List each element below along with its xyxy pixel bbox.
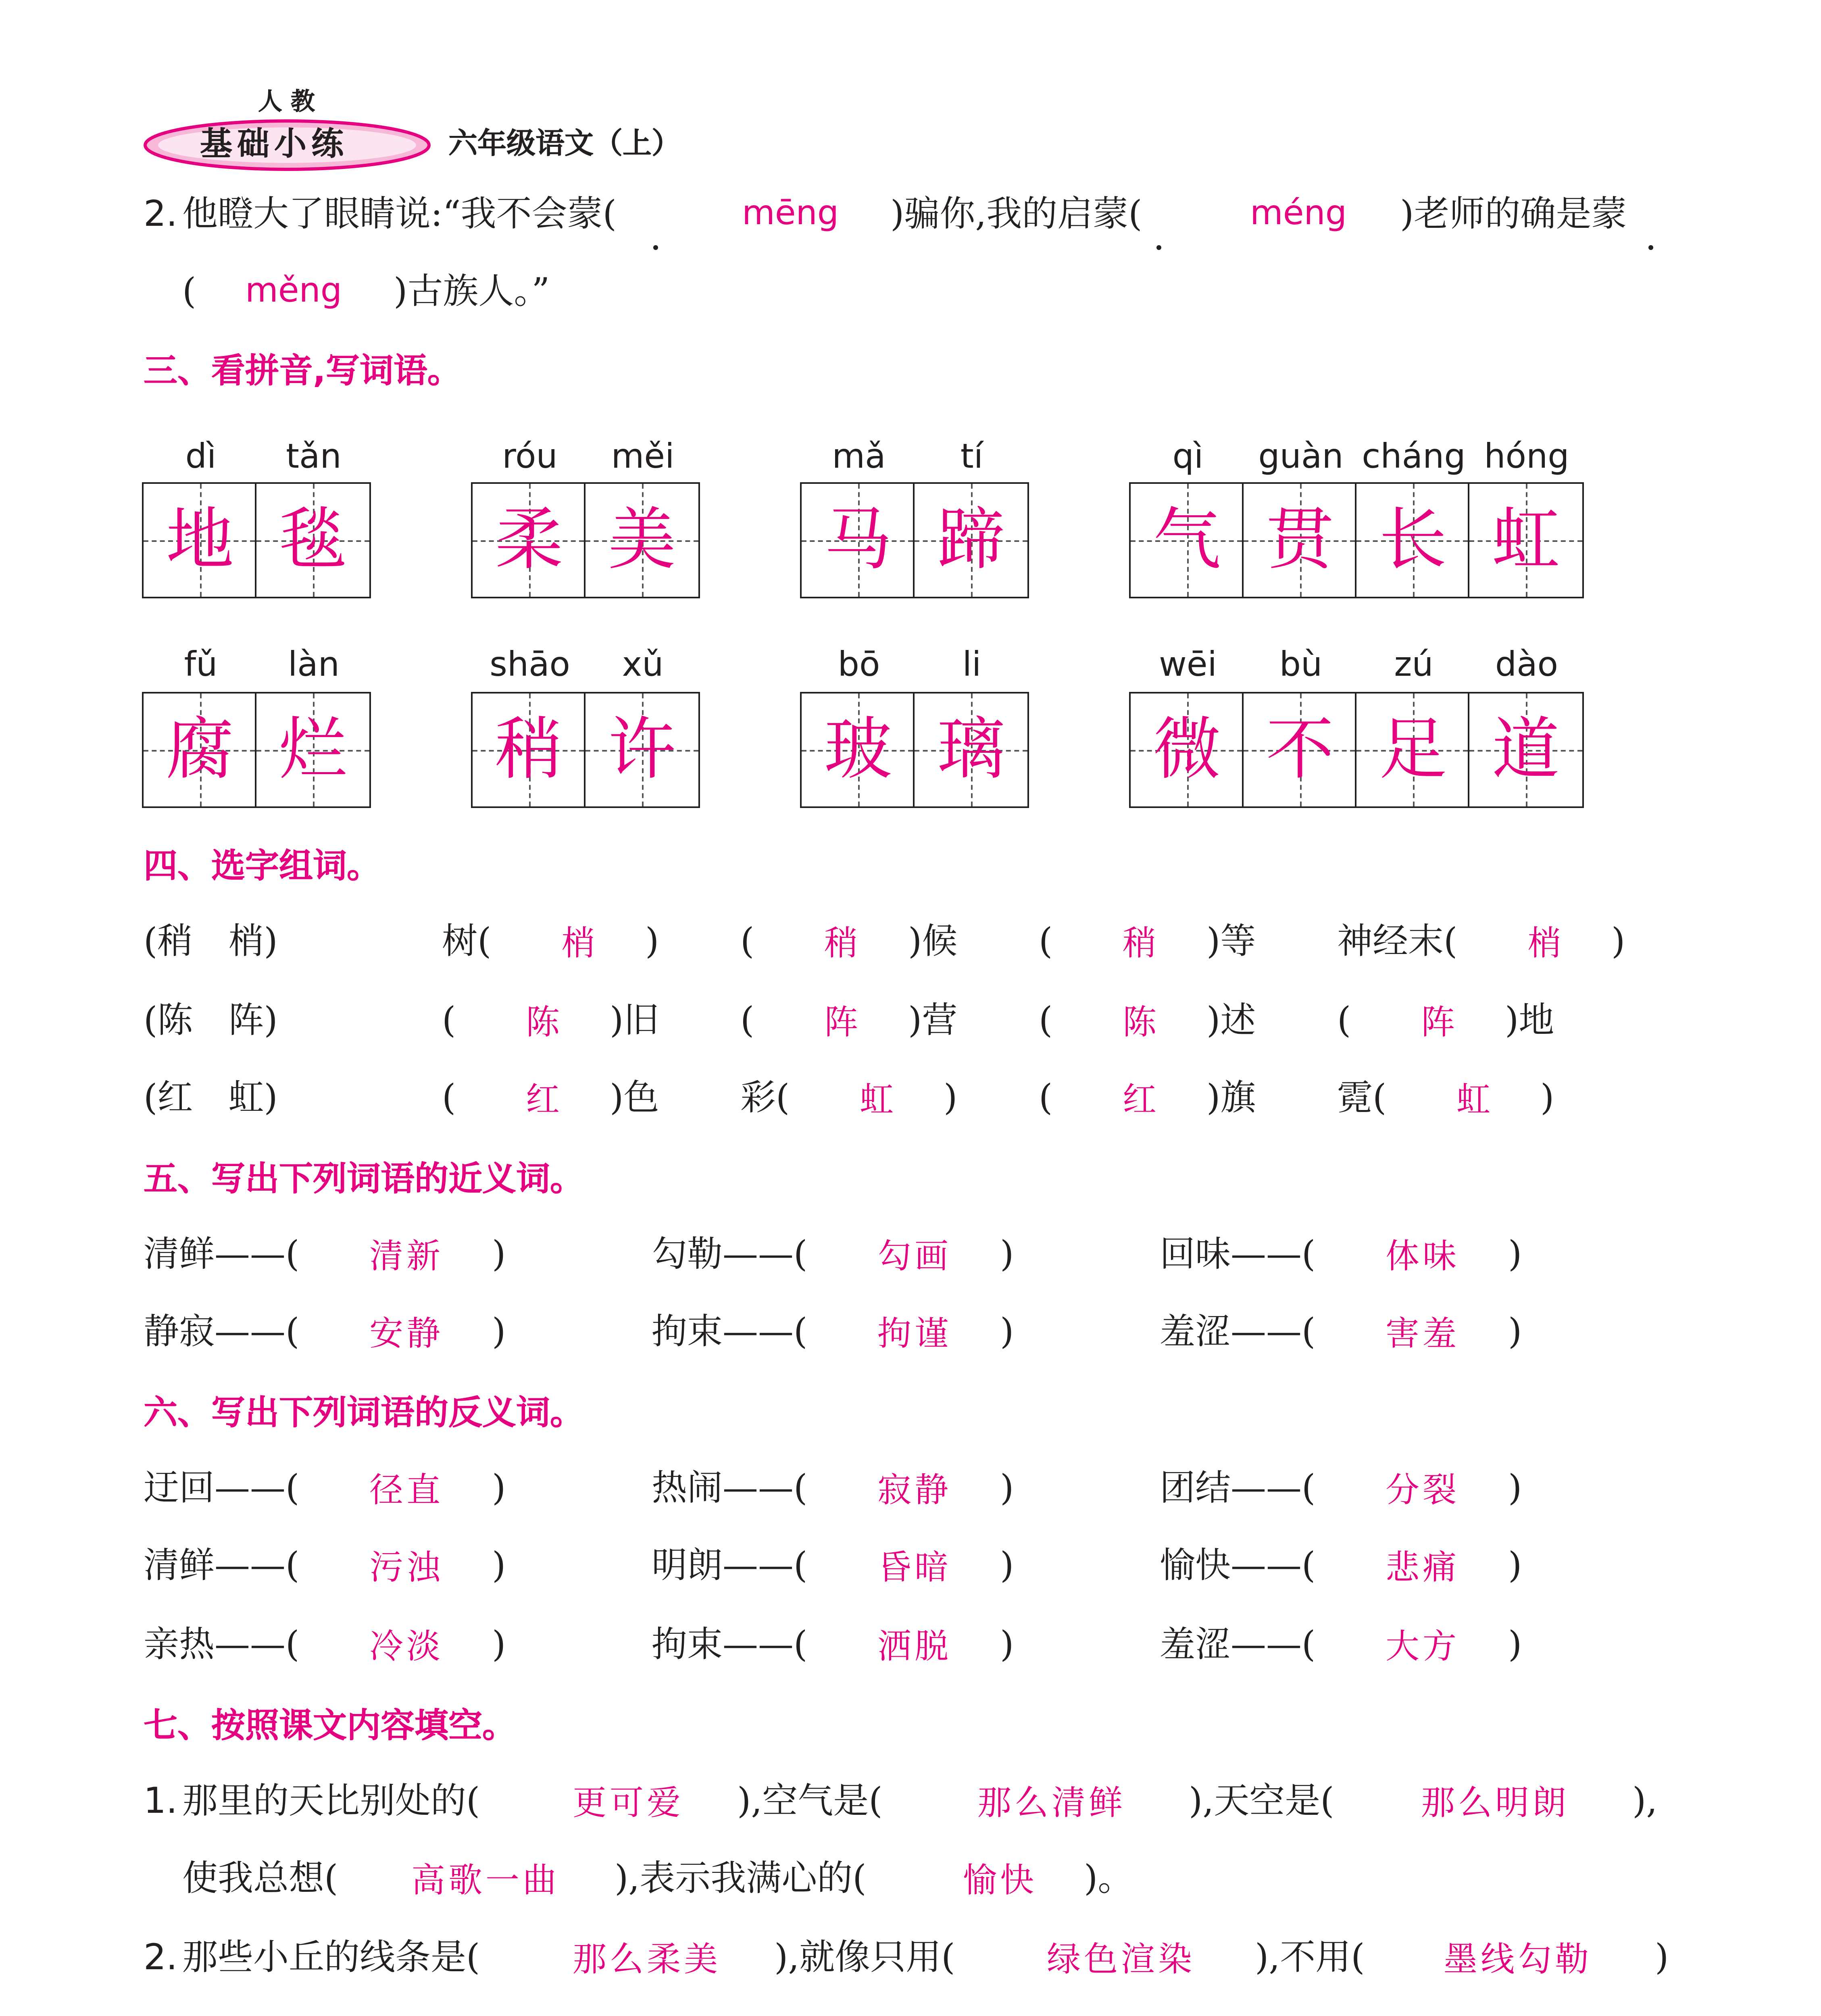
closing-paren: ) [1508, 1626, 1522, 1666]
pinyin-label: zú [1394, 645, 1433, 684]
word-prompt: 亲热——( [144, 1626, 300, 1666]
writing-cell [1131, 694, 1244, 806]
writing-cell [585, 484, 698, 597]
character-grid [142, 692, 371, 808]
answer: 稍 [824, 924, 861, 963]
section-heading: 五、写出下列词语的近义词。 [144, 1160, 584, 1198]
question-text: )骗你,我的启蒙( [890, 195, 1142, 235]
character-grid [471, 482, 700, 598]
question-text [182, 2014, 491, 2016]
answer: 虹 [1456, 1081, 1494, 1119]
answer: 大方 [1386, 1627, 1460, 1666]
item-prefix: 彩( [740, 1079, 790, 1119]
character-grid [1129, 482, 1584, 598]
item-suffix: )旧 [610, 1002, 659, 1042]
pinyin-label: bō [838, 645, 880, 684]
question-text: )。 [1084, 1860, 1133, 1900]
answer-character: 玻 [824, 710, 892, 789]
writing-cell [256, 484, 369, 597]
question-text: ), [1632, 1782, 1658, 1822]
question-text: ),不用( [1255, 1939, 1365, 1979]
question-text: 那些小丘的线条是( [182, 1939, 480, 1979]
writing-cell [473, 694, 585, 806]
character-pair: (稍 梢) [144, 923, 278, 963]
answer: 梢 [561, 924, 598, 963]
answer-character: 许 [608, 710, 676, 789]
answer-character: 美 [608, 500, 676, 579]
answer: 体味 [1386, 1237, 1460, 1276]
answer: 那么柔美 [573, 1940, 721, 1979]
word-prompt: 热闹——( [652, 1469, 808, 1510]
word-prompt: 清鲜——( [144, 1547, 300, 1587]
answer: 阵 [824, 1003, 861, 1042]
pinyin-label: qì [1172, 437, 1204, 476]
item-prefix: ( [1337, 1002, 1351, 1042]
answer: 昏暗 [877, 1548, 952, 1587]
section-heading: 三、看拼音,写词语。 [144, 352, 461, 390]
answer: 陈 [526, 1003, 563, 1042]
section-heading: 四、选字组词。 [144, 847, 381, 885]
question-number: 2. [144, 1939, 177, 1979]
series-label: 人 教 [258, 87, 315, 116]
closing-paren: ) [1000, 1626, 1014, 1666]
answer-character: 长 [1379, 500, 1447, 579]
writing-cell [1244, 484, 1356, 597]
answer: 安静 [369, 1314, 444, 1353]
emphasis-dot [1156, 245, 1161, 250]
pinyin-label: měi [611, 437, 675, 476]
pinyin-label: li [962, 645, 981, 684]
pinyin-label: hóng [1484, 437, 1569, 476]
closing-paren: ) [492, 1235, 506, 1276]
answer: měng [245, 271, 342, 310]
writing-cell [915, 694, 1027, 806]
question-number: 2. [144, 195, 177, 235]
word-prompt: 拘束——( [652, 1626, 808, 1666]
answer-character: 虹 [1492, 500, 1560, 579]
item-suffix: )色 [610, 1079, 659, 1119]
question-text: ),表示我满心的( [615, 1860, 867, 1900]
answer-character: 腐 [166, 710, 234, 789]
answer: 陈 [1123, 1003, 1160, 1042]
brand-title: 基础小练 [200, 124, 348, 163]
answer: 分裂 [1386, 1471, 1460, 1510]
closing-paren: ) [1508, 1313, 1522, 1353]
character-grid [471, 692, 700, 808]
closing-paren: ) [1000, 1235, 1014, 1276]
answer-character: 道 [1492, 710, 1560, 789]
answer: 稍 [1123, 924, 1160, 963]
item-suffix: )营 [908, 1002, 958, 1042]
item-suffix: ) [1540, 1079, 1554, 1119]
pinyin-label: bù [1279, 645, 1323, 684]
word-prompt: 静寂——( [144, 1313, 300, 1353]
item-prefix: ( [1039, 923, 1053, 963]
item-suffix: )地 [1505, 1002, 1554, 1042]
answer-character: 马 [824, 500, 892, 579]
pinyin-label: shāo [490, 645, 570, 684]
question-text: ),天空是( [1189, 1782, 1334, 1822]
answer: 绿色渲染 [1047, 1940, 1195, 1979]
item-suffix: ) [1611, 923, 1625, 963]
word-prompt: 团结——( [1160, 1469, 1316, 1510]
pinyin-label: tǎn [286, 437, 342, 476]
answer: 寂静 [877, 1471, 952, 1510]
word-prompt: 勾勒——( [652, 1235, 808, 1276]
answer-character: 璃 [937, 710, 1005, 789]
item-suffix: )述 [1206, 1002, 1256, 1042]
item-suffix: ) [645, 923, 659, 963]
pinyin-label: tí [960, 437, 983, 476]
question-text: ) [1655, 1939, 1669, 1979]
word-prompt: 回味——( [1160, 1235, 1316, 1276]
word-prompt: 愉快——( [1160, 1547, 1316, 1587]
item-suffix: ) [944, 1079, 958, 1119]
answer: 污浊 [369, 1548, 444, 1587]
answer: 洒脱 [877, 1627, 952, 1666]
answer [982, 2014, 1131, 2016]
question-text: 那里的天比别处的( [182, 1782, 480, 1822]
pinyin-label: wēi [1159, 645, 1217, 684]
character-grid [800, 692, 1029, 808]
closing-paren: ) [492, 1313, 506, 1353]
closing-paren: ) [1000, 1469, 1014, 1510]
writing-cell [1356, 694, 1469, 806]
answer: 冷淡 [369, 1627, 444, 1666]
answer: 害羞 [1386, 1314, 1460, 1353]
question-number: 1. [144, 1782, 177, 1822]
closing-paren: ) [1508, 1469, 1522, 1510]
answer: 梢 [1527, 924, 1565, 963]
writing-cell [256, 694, 369, 806]
item-prefix: 树( [442, 923, 492, 963]
emphasis-dot [1648, 245, 1653, 250]
pinyin-label: làn [288, 645, 340, 684]
question-text: ),空气是( [737, 1782, 883, 1822]
question-text: )古族人。” [394, 273, 550, 313]
answer: 勾画 [877, 1237, 952, 1276]
word-prompt: 迂回——( [144, 1469, 300, 1510]
answer-character: 贯 [1266, 500, 1334, 579]
item-prefix: 霓( [1337, 1079, 1387, 1119]
writing-cell [585, 694, 698, 806]
question-text [794, 2014, 904, 2016]
item-prefix: 神经末( [1337, 923, 1458, 963]
character-grid [142, 482, 371, 598]
pinyin-label: mǎ [832, 437, 886, 476]
word-prompt: 清鲜——( [144, 1235, 300, 1276]
word-prompt: 羞涩——( [1160, 1626, 1316, 1666]
answer: 拘谨 [877, 1314, 952, 1353]
answer-character: 稍 [495, 710, 563, 789]
question-text: 使我总想( [182, 1860, 338, 1900]
emphasis-dot [653, 245, 658, 250]
writing-cell [1469, 694, 1582, 806]
answer-character: 微 [1153, 710, 1221, 789]
closing-paren: ) [492, 1547, 506, 1587]
writing-cell [144, 484, 256, 597]
closing-paren: ) [492, 1626, 506, 1666]
character-grid [1129, 692, 1584, 808]
pinyin-label: dào [1495, 645, 1558, 684]
character-pair: (红 虹) [144, 1079, 278, 1119]
item-prefix: ( [442, 1002, 456, 1042]
answer-character: 地 [166, 500, 234, 579]
answer: 清新 [369, 1237, 444, 1276]
pinyin-label: xǔ [622, 645, 664, 684]
closing-paren: ) [492, 1469, 506, 1510]
answer-character: 柔 [495, 500, 563, 579]
closing-paren: ) [1508, 1547, 1522, 1587]
section-heading: 七、按照课文内容填空。 [144, 1706, 516, 1745]
writing-cell [144, 694, 256, 806]
writing-cell [1356, 484, 1469, 597]
closing-paren: ) [1000, 1547, 1014, 1587]
book-title: 六年级语文（上） [448, 127, 681, 161]
question-text: )老师的确是蒙 [1400, 195, 1627, 235]
answer: méng [1250, 194, 1347, 232]
writing-cell [1131, 484, 1244, 597]
answer: 红 [526, 1081, 563, 1119]
writing-cell [802, 694, 915, 806]
item-prefix: ( [740, 923, 754, 963]
answer-character: 烂 [279, 710, 347, 789]
pinyin-label: cháng [1362, 437, 1466, 476]
answer-character: 毯 [279, 500, 347, 579]
word-prompt: 明朗——( [652, 1547, 808, 1587]
answer: 墨线勾勒 [1444, 1940, 1592, 1979]
word-prompt: 羞涩——( [1160, 1313, 1316, 1353]
answer: 悲痛 [1386, 1548, 1460, 1587]
closing-paren: ) [1508, 1235, 1522, 1276]
answer: mēng [742, 194, 839, 232]
item-prefix: ( [1039, 1079, 1053, 1119]
writing-cell [1244, 694, 1356, 806]
item-suffix: )候 [908, 923, 958, 963]
question-text: ),就像只用( [774, 1939, 955, 1979]
writing-cell [802, 484, 915, 597]
writing-cell [1469, 484, 1582, 597]
item-prefix: ( [1039, 1002, 1053, 1042]
question-text: ( [182, 273, 196, 313]
writing-cell [473, 484, 585, 597]
writing-cell [915, 484, 1027, 597]
answer: 虹 [860, 1081, 897, 1119]
answer [592, 2014, 740, 2016]
section-heading: 六、写出下列词语的反义词。 [144, 1393, 584, 1432]
answer-character: 蹄 [937, 500, 1005, 579]
item-suffix: )旗 [1206, 1079, 1256, 1119]
item-prefix: ( [442, 1079, 456, 1119]
answer-character: 不 [1266, 710, 1334, 789]
answer-character: 气 [1153, 500, 1221, 579]
answer: 更可爱 [573, 1784, 684, 1822]
answer: 那么明朗 [1421, 1784, 1569, 1822]
question-text: 他瞪大了眼睛说:“我不会蒙( [182, 195, 617, 235]
answer: 高歌一曲 [411, 1861, 560, 1900]
answer: 阵 [1421, 1003, 1458, 1042]
word-prompt: 拘束——( [652, 1313, 808, 1353]
character-pair: (陈 阵) [144, 1002, 278, 1042]
question-text [1186, 2014, 1235, 2016]
answer: 红 [1123, 1081, 1160, 1119]
item-prefix: ( [740, 1002, 754, 1042]
answer: 愉快 [963, 1861, 1037, 1900]
pinyin-label: fǔ [184, 645, 218, 684]
answer: 径直 [369, 1471, 444, 1510]
pinyin-label: guàn [1258, 437, 1344, 476]
pinyin-label: róu [502, 437, 558, 476]
pinyin-label: dì [185, 437, 217, 476]
answer: 那么清鲜 [977, 1784, 1126, 1822]
item-suffix: )等 [1206, 923, 1256, 963]
closing-paren: ) [1000, 1313, 1014, 1353]
character-grid [800, 482, 1029, 598]
answer-character: 足 [1379, 710, 1447, 789]
